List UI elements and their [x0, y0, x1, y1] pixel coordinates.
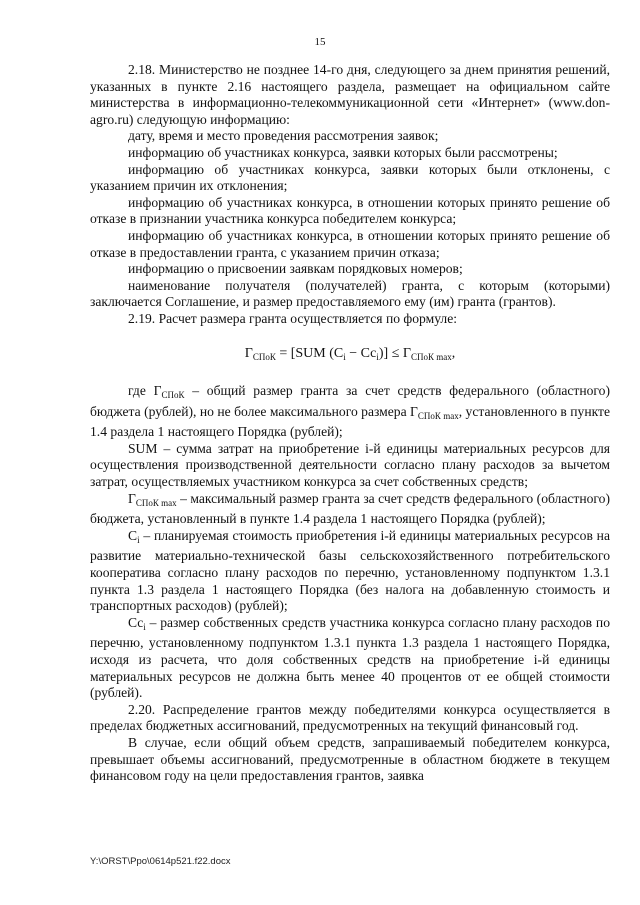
- formula-cci-sub: i: [376, 351, 379, 362]
- formula-lhs: Г: [244, 345, 253, 361]
- list-item: информацию о присвоении заявкам порядковых номеров;: [128, 261, 463, 277]
- definition-symbol: где Г: [128, 383, 162, 399]
- formula-end: ,: [451, 345, 456, 361]
- definition-ci: [90, 528, 610, 615]
- definition-sum: SUM – сумма затрат на приобретение i-й единицы материальных ресурсов для осуществления производственной деятельности согласно плану расходов за вычетом затрат, осуществляемых участником конкурса за счет собственных средств;: [90, 440, 610, 490]
- formula-body: = [SUM (C: [275, 345, 344, 361]
- definition-cci: [90, 615, 610, 702]
- paragraph-2-20: 2.20. Распределение грантов между победителями конкурса осуществляется в пределах бюджетных ассигнований, предусмотренных на текущий финансовый год.: [90, 701, 610, 734]
- definition-g-max: [90, 491, 610, 528]
- definition-symbol-sub: i: [143, 621, 146, 632]
- paragraph-2-18: 2.18. Министерство не позднее 14-го дня, следующего за днем принятия решений, указанных в пункте 2.16 настоящего раздела, размещает на официальном сайте министерства в информационно-телекоммуникационной сети «Интернет» (www.don-agro.ru) следующую информацию:: [90, 62, 610, 127]
- page-number: 15: [314, 36, 326, 48]
- paragraph-2-19: 2.19. Расчет размера гранта осуществляется по формуле:: [128, 310, 458, 326]
- definition-g-spok: [90, 383, 610, 441]
- grant-formula: [90, 346, 610, 366]
- definition-text: – планируемая стоимость приобретения i-й единицы материальных ресурсов на развитие материально-технической базы сельскохозяйственного потребительского кооператива согласно плану расходов по перечню, установленному подпунктом 1.3.1 пункта 1.3 раздела 1 настоящего Порядка (без налога на добавленную стоимость и транспортных расходов) (рублей);: [90, 527, 610, 614]
- formula-lhs-sub: СПоК: [252, 351, 276, 362]
- list-item: информацию об участниках конкурса, в отношении которых принято решение об отказе в предоставлении гранта, с указанием причин отказа;: [90, 227, 610, 260]
- formula-ci-sub: i: [343, 351, 346, 362]
- list-item: информацию об участниках конкурса, заявки которых были отклонены, с указанием причин их отклонения;: [90, 161, 610, 194]
- definition-symbol: Сс: [128, 614, 144, 630]
- definition-symbol-sub: i: [137, 534, 140, 545]
- list-item: дату, время и место проведения рассмотрения заявок;: [128, 128, 439, 144]
- formula-close: )] ≤ Г: [378, 345, 411, 361]
- definition-symbol-sub: СПоК max: [417, 410, 459, 421]
- definition-symbol: C: [128, 527, 138, 543]
- file-path-footer: Y:\ORST\Ppo\0614p521.f22.docx: [90, 856, 231, 867]
- definition-symbol-sub: СПоК: [161, 390, 185, 401]
- formula-minus: − Сс: [345, 345, 377, 361]
- list-item: наименование получателя (получателей) гранта, с которым (которыми) заключается Соглашение, и размер предоставляемого ему (им) гранта (грантов).: [90, 277, 610, 310]
- formula-rhs-sub: СПоК max: [411, 351, 452, 362]
- definition-symbol: Г: [128, 490, 136, 506]
- paragraph-continuation: В случае, если общий объем средств, запрашиваемый победителем конкурса, превышает объемы ассигнований, предусмотренные в областном бюджете в текущем финансовом году на цели предоставления грантов, заявка: [90, 734, 610, 784]
- definition-text: , установленного в пункте 1.4 раздела 1 настоящего Порядка (рублей);: [90, 403, 610, 440]
- definition-text: – размер собственных средств участника конкурса согласно плану расходов по перечню, установленному подпунктом 1.3.1 пункта 1.3 раздела 1 настоящего Порядка, исходя из расчета, что доля собственных средств на приобретение i-й единицы материальных ресурсов не должна быть менее 40 процентов от ее общей стоимости (рублей).: [90, 614, 610, 701]
- document-body: [90, 62, 610, 785]
- definition-text: – максимальный размер гранта за счет средств федерального (областного) бюджета, установленный в пункте 1.4 раздела 1 настоящего Порядка (рублей);: [90, 490, 610, 527]
- list-item: информацию об участниках конкурса, в отношении которых принято решение об отказе в признании участника конкурса победителем конкурса;: [90, 194, 610, 227]
- list-item: информацию об участниках конкурса, заявки которых были рассмотрены;: [128, 144, 558, 160]
- definition-text: – общий размер гранта за счет средств федерального (областного) бюджета (рублей), но не более максимального размера Г: [90, 383, 610, 419]
- definition-symbol-sub: СПоК max: [135, 497, 177, 508]
